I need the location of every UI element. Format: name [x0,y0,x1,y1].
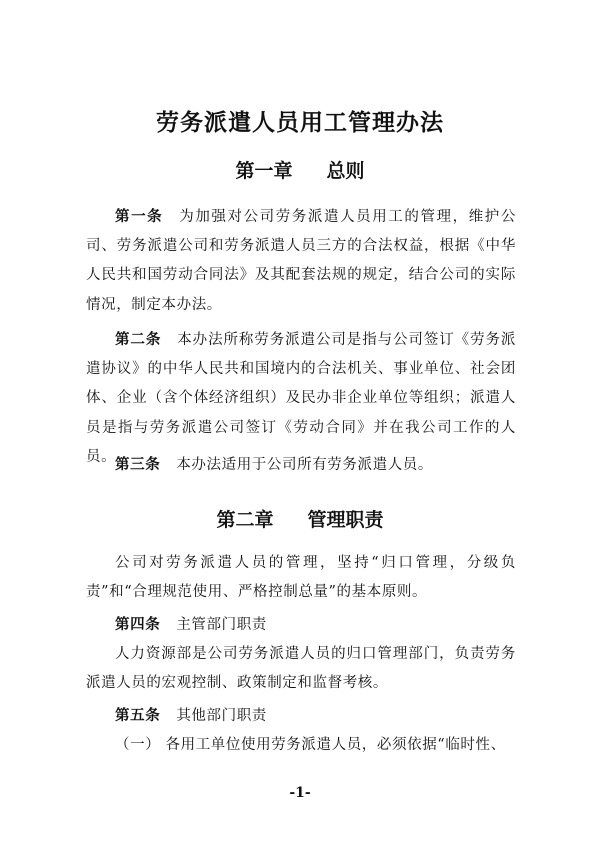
paragraph-text: 公司对劳务派遣人员的管理，坚持“归口管理，分级负责”和“合理规范使用、严格控制总量”的基本原则。 [86,555,516,601]
chapter-number: 第一章 [235,160,293,182]
article-text: 本办法所称劳务派遣公司是指与公司签订《劳务派遣协议》的中华人民共和国境内的合法机关、事业单位、社会团体、企业（含个体经济组织）及民办非企业单位等组织；派遣人员是指与劳务派遣公司签订《劳动合同》并在我公司工作的人员。 [86,332,516,465]
document-title: 劳务派遣人员用工管理办法 [156,109,444,136]
chapter-number: 第二章 [216,509,274,531]
article-label: 第五条 [115,708,161,724]
article-text: 主管部门职责 [176,617,267,633]
article-text: 其他部门职责 [176,708,267,724]
article-paragraph [86,702,516,731]
chapter-name: 总则 [326,160,365,182]
article-label: 第一条 [115,209,164,225]
chapter-heading-2 [0,507,600,533]
chapter-name: 管理职责 [307,509,384,531]
article-paragraph [86,611,516,640]
body-paragraph [86,640,516,698]
paragraph-text: （一） 各用工单位使用劳务派遣人员，必须依据“临时性、 [115,737,506,753]
article-text: 本办法适用于公司所有劳务派遣人员。 [176,457,434,473]
article-label: 第四条 [115,617,161,633]
paragraph-text: 人力资源部是公司劳务派遣人员的归口管理部门，负责劳务派遣人员的宏观控制、政策制定和监督考核。 [86,646,516,692]
article-text: 为加强对公司劳务派遣人员用工的管理，维护公司、劳务派遣公司和劳务派遣人员三方的合法权益，根据《中华人民共和国劳动合同法》及其配套法规的规定，结合公司的实际情况，制定本办法。 [86,209,516,313]
article-label: 第二条 [115,332,162,348]
page-number: -1- [289,785,311,801]
body-paragraph [86,731,516,760]
body-paragraph [86,549,516,607]
article-paragraph [86,451,516,480]
article-label: 第三条 [115,457,161,473]
article-paragraph [86,203,516,320]
chapter-heading-1 [0,158,600,184]
